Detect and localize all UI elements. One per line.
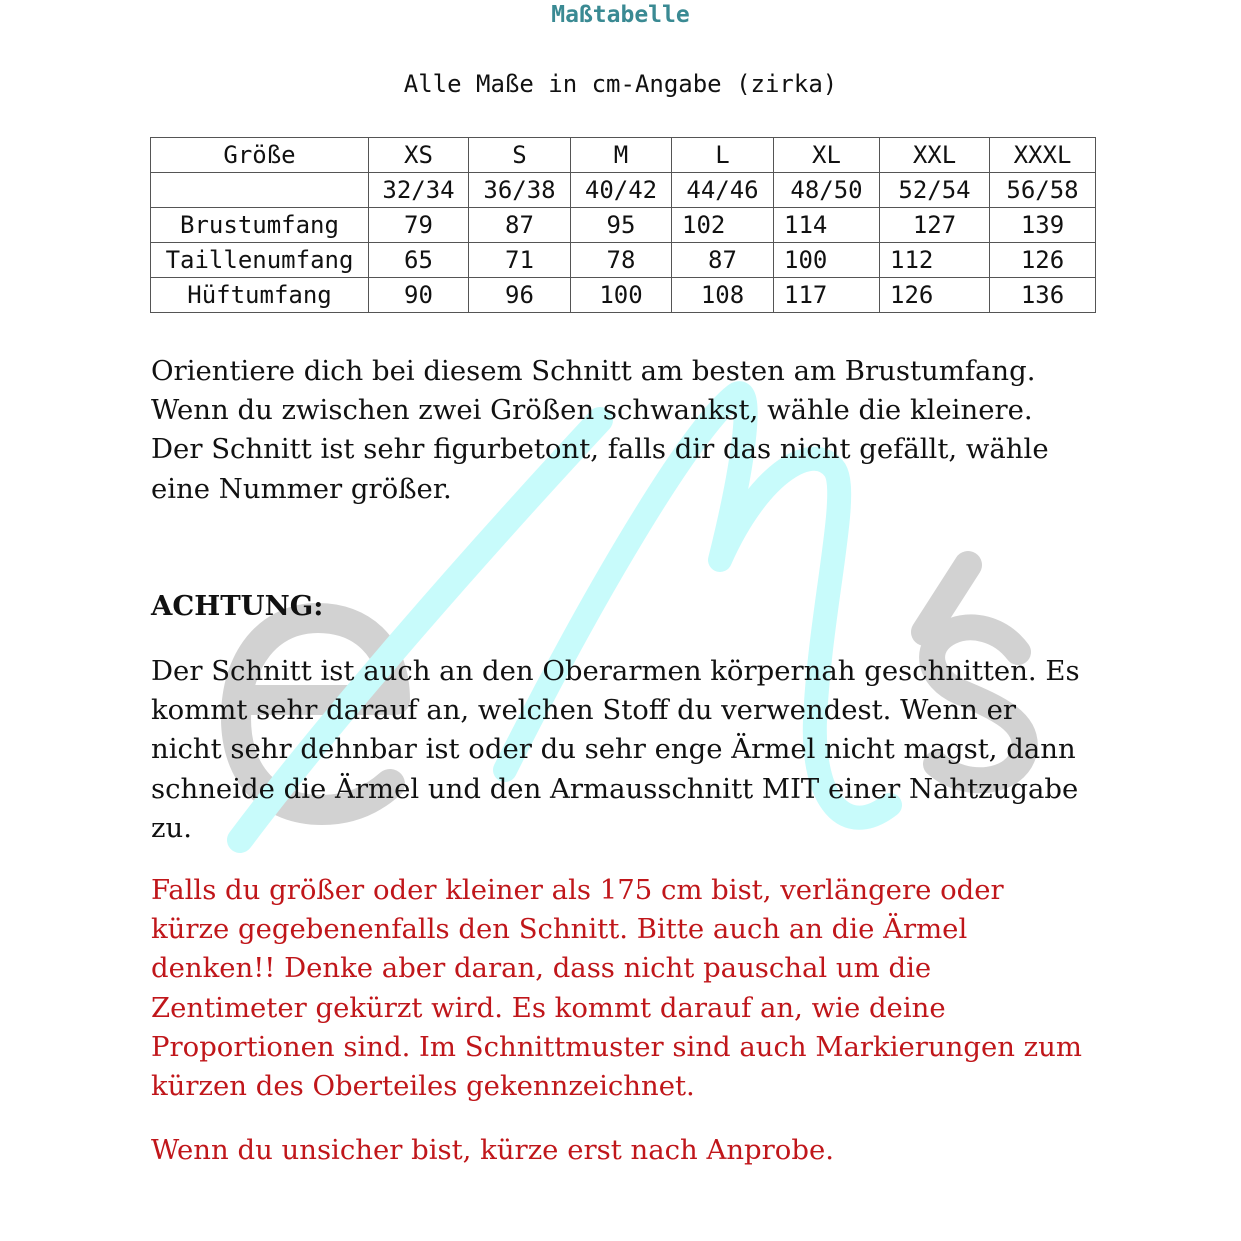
table-cell: 36/38	[469, 173, 571, 208]
text-line: Wenn du zwischen zwei Größen schwankst, wähle die kleinere.	[151, 394, 1033, 427]
table-cell: 117	[774, 278, 880, 313]
table-cell: 108	[672, 278, 774, 313]
table-cell: 136	[990, 278, 1096, 313]
table-row	[151, 243, 1096, 278]
text-line: Der Schnitt ist auch an den Oberarmen körpernah geschnitten. Es	[151, 655, 1080, 687]
length-note-paragraph	[151, 871, 1111, 1106]
size-table-header-cell: Größe	[151, 138, 369, 173]
table-cell: 52/54	[880, 173, 990, 208]
size-table-header-cell: M	[571, 138, 672, 173]
table-cell: 139	[990, 208, 1096, 243]
size-table-header-cell: XXL	[880, 138, 990, 173]
table-cell: 56/58	[990, 173, 1096, 208]
table-cell: 100	[774, 243, 880, 278]
text-line: denken!! Denke aber daran, dass nicht pauschal um die	[151, 952, 932, 985]
table-cell: 48/50	[774, 173, 880, 208]
text-line: nicht sehr dehnbar ist oder du sehr enge Ärmel nicht magst, dann	[151, 733, 1076, 766]
table-cell: 100	[571, 278, 672, 313]
text-line: kürze gegebenenfalls den Schnitt. Bitte auch an die Ärmel	[151, 913, 968, 946]
table-cell: 102	[672, 208, 774, 243]
table-cell: 65	[369, 243, 469, 278]
table-cell: 79	[369, 208, 469, 243]
table-cell: 95	[571, 208, 672, 243]
intro-paragraph	[151, 352, 1111, 509]
document-title: Maßtabelle	[551, 2, 690, 28]
size-table-header-cell: S	[469, 138, 571, 173]
table-cell: Brustumfang	[151, 208, 369, 243]
warning-heading: ACHTUNG:	[151, 590, 324, 622]
table-cell: 114	[774, 208, 880, 243]
table-cell: 32/34	[369, 173, 469, 208]
table-row	[151, 278, 1096, 313]
table-cell: 78	[571, 243, 672, 278]
table-cell	[151, 173, 369, 208]
table-cell: 96	[469, 278, 571, 313]
table-cell: 112	[880, 243, 990, 278]
text-line: eine Nummer größer.	[151, 472, 452, 505]
table-cell: Taillenumfang	[151, 243, 369, 278]
document-subtitle: Alle Maße in cm-Angabe (zirka)	[403, 70, 838, 98]
table-cell: 126	[880, 278, 990, 313]
final-note: Wenn du unsicher bist, kürze erst nach Anprobe.	[151, 1134, 834, 1166]
table-row	[151, 208, 1096, 243]
table-cell: 87	[672, 243, 774, 278]
table-cell: 40/42	[571, 173, 672, 208]
table-cell: 44/46	[672, 173, 774, 208]
text-line: Zentimeter gekürzt wird. Es kommt darauf an, wie deine	[151, 991, 946, 1024]
text-line: Der Schnitt ist sehr figurbetont, falls dir das nicht gefällt, wähle	[151, 433, 1049, 466]
size-table-header-cell: XXXL	[990, 138, 1096, 173]
text-line: kommt sehr darauf an, welchen Stoff du verwendest. Wenn er	[151, 694, 1017, 727]
table-cell: 126	[990, 243, 1096, 278]
size-table-header-cell: L	[672, 138, 774, 173]
size-table	[150, 137, 1096, 313]
text-line: Orientiere dich bei diesem Schnitt am besten am Brustumfang.	[151, 355, 1036, 387]
table-cell: 87	[469, 208, 571, 243]
text-line: schneide die Ärmel und den Armausschnitt MIT einer Nahtzugabe	[151, 772, 1079, 805]
table-cell: 127	[880, 208, 990, 243]
text-line: kürzen des Oberteiles gekennzeichnet.	[151, 1070, 695, 1103]
size-table-header-row	[151, 138, 1096, 173]
text-line: zu.	[151, 811, 192, 844]
table-row	[151, 173, 1096, 208]
table-cell: 90	[369, 278, 469, 313]
warning-paragraph	[151, 652, 1111, 848]
table-cell: Hüftumfang	[151, 278, 369, 313]
text-line: Proportionen sind. Im Schnittmuster sind auch Markierungen zum	[151, 1030, 1082, 1063]
table-cell: 71	[469, 243, 571, 278]
size-table-header-cell: XS	[369, 138, 469, 173]
text-line: Falls du größer oder kleiner als 175 cm bist, verlängere oder	[151, 874, 1004, 906]
size-table-header-cell: XL	[774, 138, 880, 173]
